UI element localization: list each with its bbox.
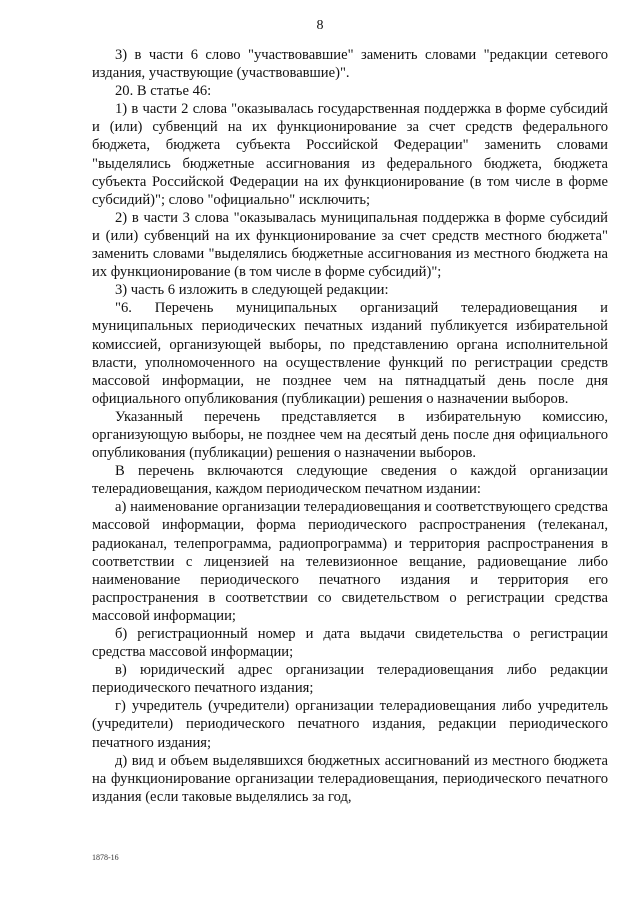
document-body (92, 46, 608, 806)
paragraph: "6. Перечень муниципальных организаций телерадиовещания и муниципальных периодических печатных изданий публикуется избирательной комиссией, организующей выборы, по представлению органа исполнительной власти, уполномоченного на осуществление функций по регистрации средств массовой информации, не позднее чем на пятнадцатый день после дня официального опубликования (публикации) решения о назначении выборов. (92, 300, 608, 407)
document-code: 1878-16 (92, 853, 119, 862)
paragraph: в) юридический адрес организации телерадиовещания либо редакции периодического печатного издания; (92, 662, 608, 697)
paragraph: 1) в части 2 слова "оказывалась государственная поддержка в форме субсидий и (или) субвенций на их функционирование за счет средств федерального бюджета, бюджета субъекта Российской Федерации" заменить словами "выделялись бюджетные ассигнования из федерального бюджета, бюджета субъекта Российской Федерации на их функционирование (в том числе в форме субсидий)"; слово "официально" исключить; (92, 101, 608, 208)
paragraph: 3) в части 6 слово "участвовавшие" заменить словами "редакции сетевого издания, участвующие (участвовавшие)". (92, 47, 608, 82)
paragraph: 3) часть 6 изложить в следующей редакции: (115, 282, 389, 299)
paragraph: 2) в части 3 слова "оказывалась муниципальная поддержка в форме субсидий и (или) субвенций на их функционирование за счет средств местного бюджета" заменить словами "выделялись бюджетные ассигнования из местного бюджета на их функционирование (в том числе в форме субсидий)"; (92, 209, 608, 281)
paragraph: б) регистрационный номер и дата выдачи свидетельства о регистрации средства массовой информации; (92, 626, 608, 661)
paragraph: д) вид и объем выделявшихся бюджетных ассигнований из местного бюджета на функционирование организации телерадиовещания, периодического печатного издания (если таковые выделялись за год, (92, 752, 608, 805)
paragraph: Указанный перечень представляется в избирательную комиссию, организующую выборы, не позднее чем на десятый день после дня официального опубликования (публикации) решения о назначении выборов. (92, 408, 608, 462)
paragraph: г) учредитель (учредители) организации телерадиовещания либо учредитель (учредители) периодического печатного издания, редакции периодического печатного издания; (92, 698, 608, 751)
page-number: 8 (316, 18, 324, 33)
paragraph: а) наименование организации телерадиовещания и соответствующего средства массовой информации, форма периодического распространения (телеканал, радиоканал, телепрограмма, радиопрограмма) и территория распространения в соответствии с лицензией на телевизионное вещание, радиовещание либо наименование периодического печатного издания и территория его распространения в соответствии со свидетельством о регистрации средства массовой информации; (92, 499, 608, 624)
paragraph: 20. В статье 46: (115, 83, 212, 100)
paragraph: В перечень включаются следующие сведения о каждой организации телерадиовещания, каждом периодическом печатном издании: (92, 463, 608, 498)
